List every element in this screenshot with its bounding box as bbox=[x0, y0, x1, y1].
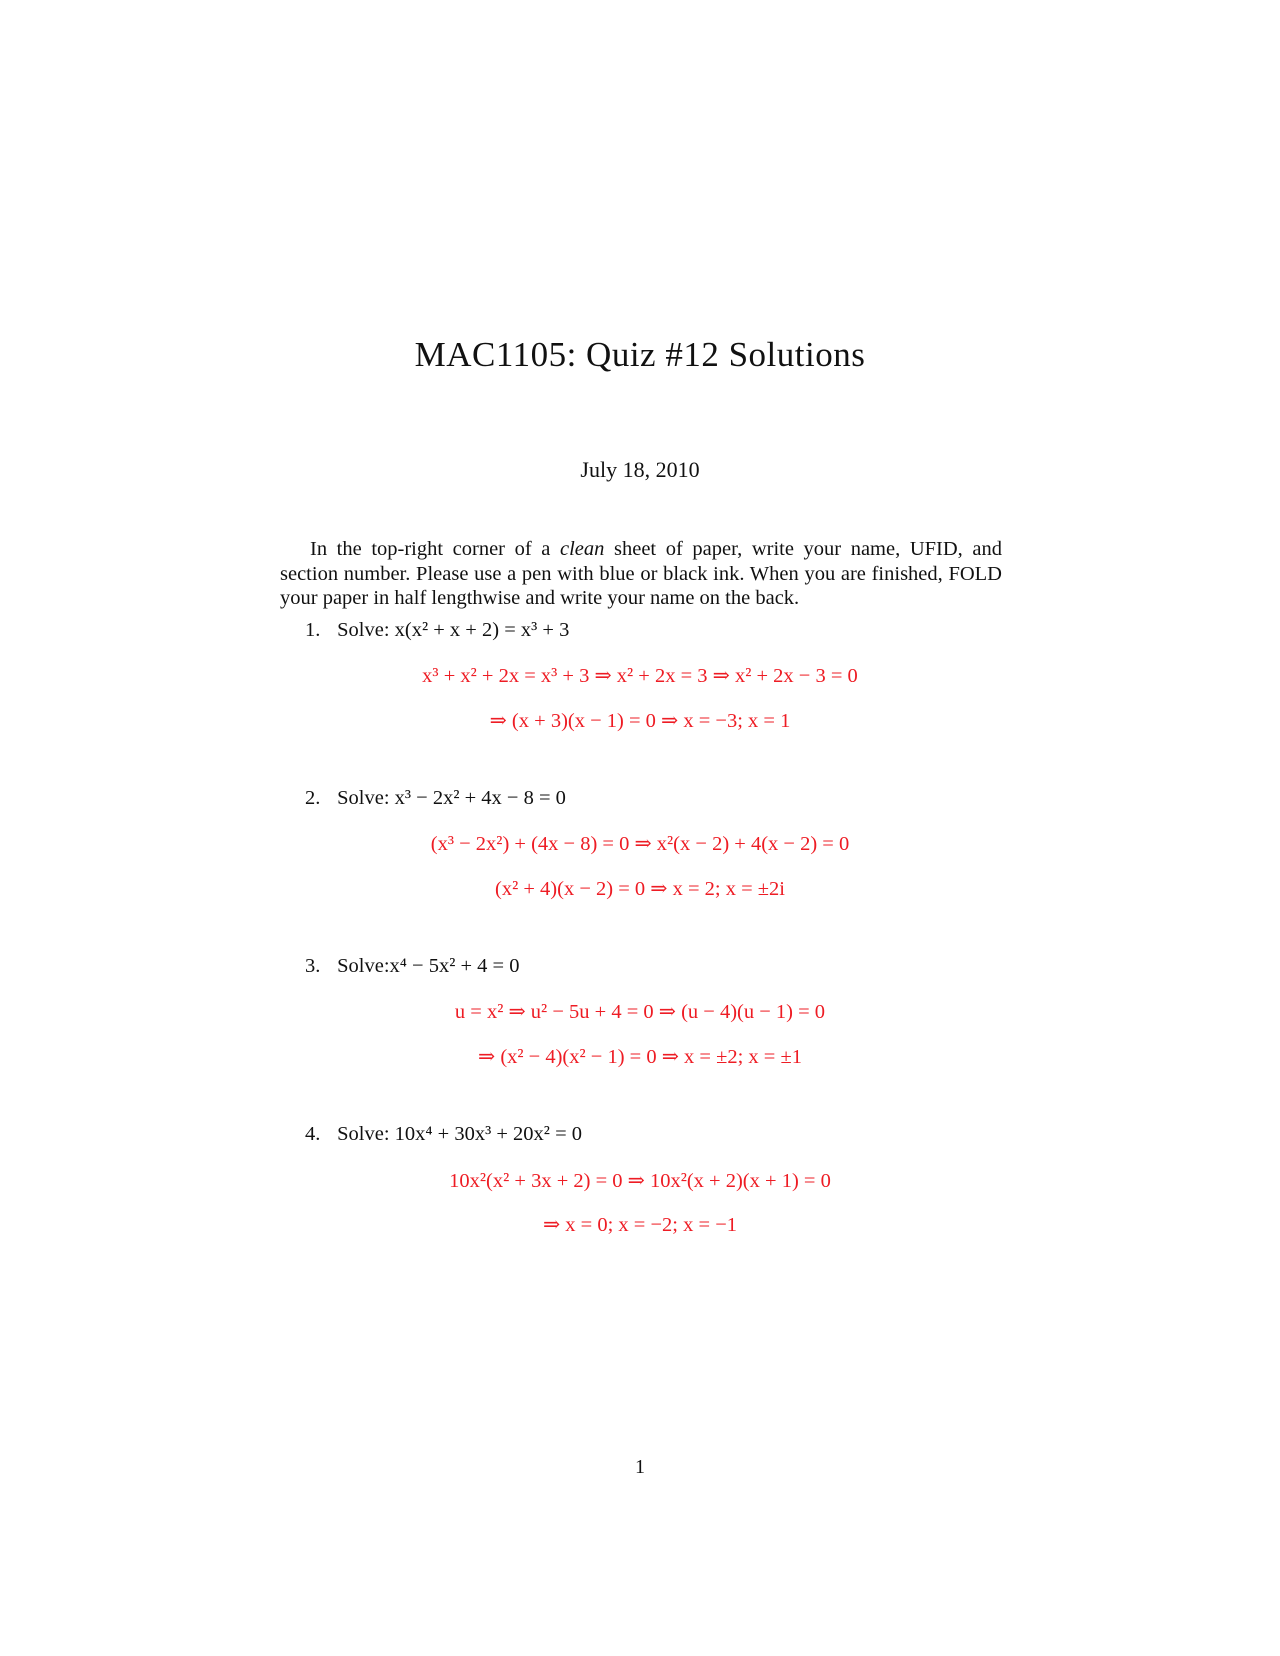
instructions-text-end: sheet of paper, write your name, UFID, and section number. Please use a pen with blue or black ink. When you are finished, FOLD your paper in half lengthwise and write your name on the back. bbox=[280, 538, 1002, 609]
problem-prompt: Solve: 10x⁴ + 30x³ + 20x² = 0 bbox=[337, 1123, 583, 1145]
problem-number: 1. bbox=[305, 619, 321, 641]
page-title: MAC1105: Quiz #12 Solutions bbox=[414, 335, 866, 374]
problem-4 bbox=[305, 1123, 582, 1146]
solution-line: ⇒ (x² − 4)(x² − 1) = 0 ⇒ x = ±2; x = ±1 bbox=[478, 1046, 802, 1068]
problem-number: 4. bbox=[305, 1123, 321, 1145]
problem-prompt: Solve: x³ − 2x² + 4x − 8 = 0 bbox=[337, 787, 566, 809]
solution-line: x³ + x² + 2x = x³ + 3 ⇒ x² + 2x = 3 ⇒ x² + 2x − 3 = 0 bbox=[422, 665, 858, 687]
solution-line: (x² + 4)(x − 2) = 0 ⇒ x = 2; x = ±2i bbox=[495, 878, 785, 900]
problem-2 bbox=[305, 787, 566, 810]
problem-prompt: Solve: x(x² + x + 2) = x³ + 3 bbox=[337, 619, 570, 641]
page-number: 1 bbox=[635, 1456, 645, 1478]
solution-line: u = x² ⇒ u² − 5u + 4 = 0 ⇒ (u − 4)(u − 1) = 0 bbox=[454, 1001, 826, 1023]
problem-number: 3. bbox=[305, 955, 321, 977]
solution-line: 10x²(x² + 3x + 2) = 0 ⇒ 10x²(x + 2)(x + 1) = 0 bbox=[449, 1170, 831, 1192]
document-date: July 18, 2010 bbox=[580, 457, 700, 482]
instructions-text-start: In the top-right corner of a bbox=[310, 538, 560, 560]
solution-line: ⇒ x = 0; x = −2; x = −1 bbox=[543, 1214, 737, 1236]
solution-line: (x³ − 2x²) + (4x − 8) = 0 ⇒ x²(x − 2) + 4(x − 2) = 0 bbox=[430, 833, 850, 855]
problem-1 bbox=[305, 619, 569, 642]
problem-prompt: Solve:x⁴ − 5x² + 4 = 0 bbox=[337, 955, 520, 977]
problem-3 bbox=[305, 955, 520, 978]
solution-line: ⇒ (x + 3)(x − 1) = 0 ⇒ x = −3; x = 1 bbox=[489, 710, 791, 732]
instructions-emphasis: clean bbox=[559, 538, 605, 560]
problem-number: 2. bbox=[305, 787, 321, 809]
instructions-paragraph bbox=[280, 537, 1002, 611]
